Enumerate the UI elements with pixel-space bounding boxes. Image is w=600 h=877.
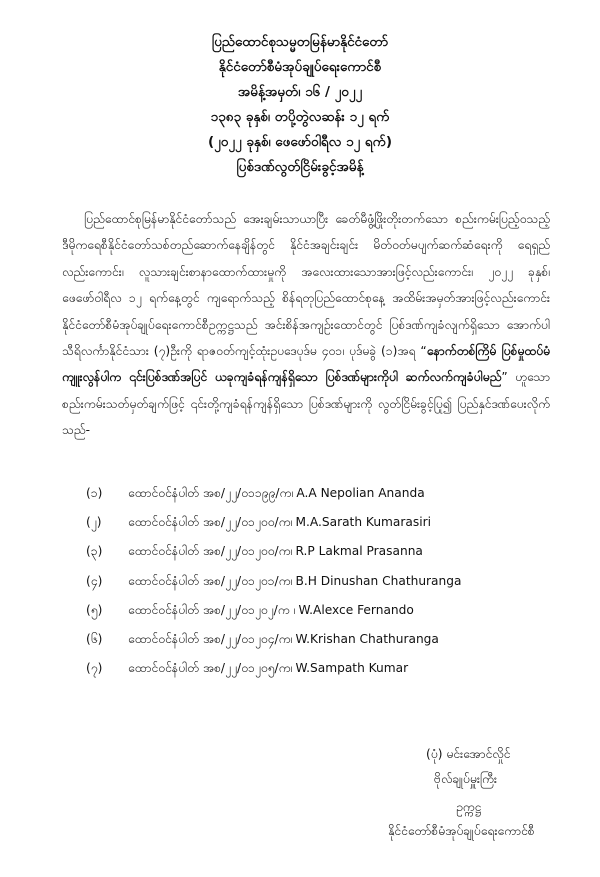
prisoner-list xyxy=(86,482,556,686)
list-item-name: W.Alexce Fernando xyxy=(298,602,414,617)
list-item-name: M.A.Sarath Kumarasiri xyxy=(295,515,431,530)
list-item-number: (၇) xyxy=(86,661,103,676)
header-gregorian-date: (၂၀၂၂ ခုနှစ်၊ ဖေဖော်ဝါရီလ ၁၂ ရက်) xyxy=(207,134,393,150)
list-item-number: (၃) xyxy=(86,544,103,559)
signature-title: ဥက္ကဋ္ဌ xyxy=(456,800,482,814)
list-item-prison-number: ထောင်ဝင်နံပါတ် အစ/၂၂/၀၁၂၀၄/က၊ xyxy=(128,631,293,646)
header-country: ပြည်ထောင်စုသမ္မတမြန်မာနိုင်ငံတော် xyxy=(211,34,389,50)
list-item-prison-number: ထောင်ဝင်နံပါတ် အစ/၂၂/၀၁၂၀၀/က၊ xyxy=(128,515,293,530)
list-item-prison-number: ထောင်ဝင်နံပါတ် အစ/၂၂/၀၁၂၀၅/က၊ xyxy=(128,661,293,676)
body-paragraph xyxy=(62,206,550,444)
list-item xyxy=(86,511,556,540)
signature-rank: ဗိုလ်ချုပ်မှူးကြီး xyxy=(434,772,497,786)
list-item-name: W.Krishan Chathuranga xyxy=(295,631,439,646)
list-item-name: A.A Nepolian Ananda xyxy=(296,486,425,500)
list-item-name: R.P Lakmal Prasanna xyxy=(295,544,423,559)
list-item xyxy=(86,628,556,657)
list-item-prison-number: ထောင်ဝင်နံပါတ် အစ/၂၂/၀၁၂၀၂/က ၊ xyxy=(128,602,296,617)
header-myanmar-date: ၁၃၈၃ ခုနှစ်၊ တပို့တွဲလဆန်း ၁၂ ရက် xyxy=(210,109,390,125)
list-item xyxy=(86,657,556,686)
list-item xyxy=(86,570,556,599)
body-text-before: ပြည်ထောင်စုမြန်မာနိုင်ငံတော်သည် အေးချမ်းသာယာပြီး ခေတ်မီဖွံ့ဖြိုးတိုးတက်သော စည်းကမ်းပြည့်ဝသည့် ဒီမိုကရေစီနိုင်ငံတော်သစ်တည်ဆောက်နေချိန်တွင် နိုင်ငံအချင်းချင်း မိတ်ဝတ်မပျက်ဆက်ဆံရေးကို ရေရှည်လည်းကောင်း၊ လူသားချင်းစာနာထောက်ထားမှုကို အလေးထားသောအားဖြင့်လည်းကောင်း၊ ၂၀၂၂ ခုနှစ်၊ ဖေဖော်ဝါရီလ ၁၂ ရက်နေ့တွင် ကျရောက်သည့် စိန်ရတုပြည်ထောင်စုနေ့ အထိမ်းအမှတ်အားဖြင့်လည်းကောင်း နိုင်ငံတော်စီမံအုပ်ချုပ်ရေးကောင်စီဥက္ကဋ္ဌသည် အင်းစိန်အကျဉ်းထောင်တွင် ပြစ်ဒဏ်ကျခံလျက်ရှိသော အောက်ပါသီရိလင်္ကာနိုင်ငံသား (၇)ဦးကို ရာဇဝတ်ကျင့်ထုံးဥပဒေပုဒ်မ ၄၀၁၊ ပုဒ်မခွဲ (၁)အရ “ xyxy=(62,212,550,359)
list-item xyxy=(86,482,556,511)
list-item-prison-number: ထောင်ဝင်နံပါတ် အစ/၂၂/၀၁၂၀၀/က၊ xyxy=(128,544,293,559)
list-item-prison-number: ထောင်ဝင်နံပါတ် အစ/၂၂/၀၁၁၉၉/က၊ xyxy=(128,486,294,500)
list-item-name: W.Sampath Kumar xyxy=(295,661,409,676)
list-item xyxy=(86,599,556,628)
list-item-number: (၅) xyxy=(86,602,103,617)
signature-organization: နိုင်ငံတော်စီမံအုပ်ချုပ်ရေးကောင်စီ xyxy=(388,824,535,838)
list-item-number: (၂) xyxy=(86,515,102,530)
header-council: နိုင်ငံတော်စီမံအုပ်ချုပ်ရေးကောင်စီ xyxy=(218,59,382,75)
signature-signed-name: (ပုံ) မင်းအောင်လှိုင် xyxy=(426,747,511,761)
header-order-number: အမိန့်အမှတ်၊ ၁၆ / ၂၀၂၂ xyxy=(237,84,363,100)
body-text-bold-condition: နောက်တစ်ကြိမ် ပြစ်မှုထပ်မံကျူးလွန်ပါက ၎င်းပြစ်ဒဏ်အပြင် ယခုကျခံရန်ကျန်ရှိသော ပြစ်ဒဏ်များကိုပါ ဆက်လက်ကျခံပါမည် xyxy=(62,344,551,385)
list-item-number: (၄) xyxy=(86,573,103,588)
body-text-after: ” ဟူသော စည်းကမ်းသတ်မှတ်ချက်ဖြင့် ၎င်းတို့ကျခံရန်ကျန်ရှိသော ပြစ်ဒဏ်များကို လွတ်ငြိမ်းခွင့်ပြု၍ ပြည်နှင်ဒဏ်ပေးလိုက်သည်- xyxy=(62,370,550,438)
list-item xyxy=(86,540,556,569)
list-item-number: (၆) xyxy=(86,631,103,646)
document-header xyxy=(0,30,600,180)
list-item-prison-number: ထောင်ဝင်နံပါတ် အစ/၂၂/၀၁၂၀၁/က၊ xyxy=(128,573,293,588)
list-item-number: (၁) xyxy=(86,486,103,500)
list-item-name: B.H Dinushan Chathuranga xyxy=(295,573,462,588)
header-order-title: ပြစ်ဒဏ်လွတ်ငြိမ်းခွင့်အမိန့် xyxy=(236,159,364,175)
